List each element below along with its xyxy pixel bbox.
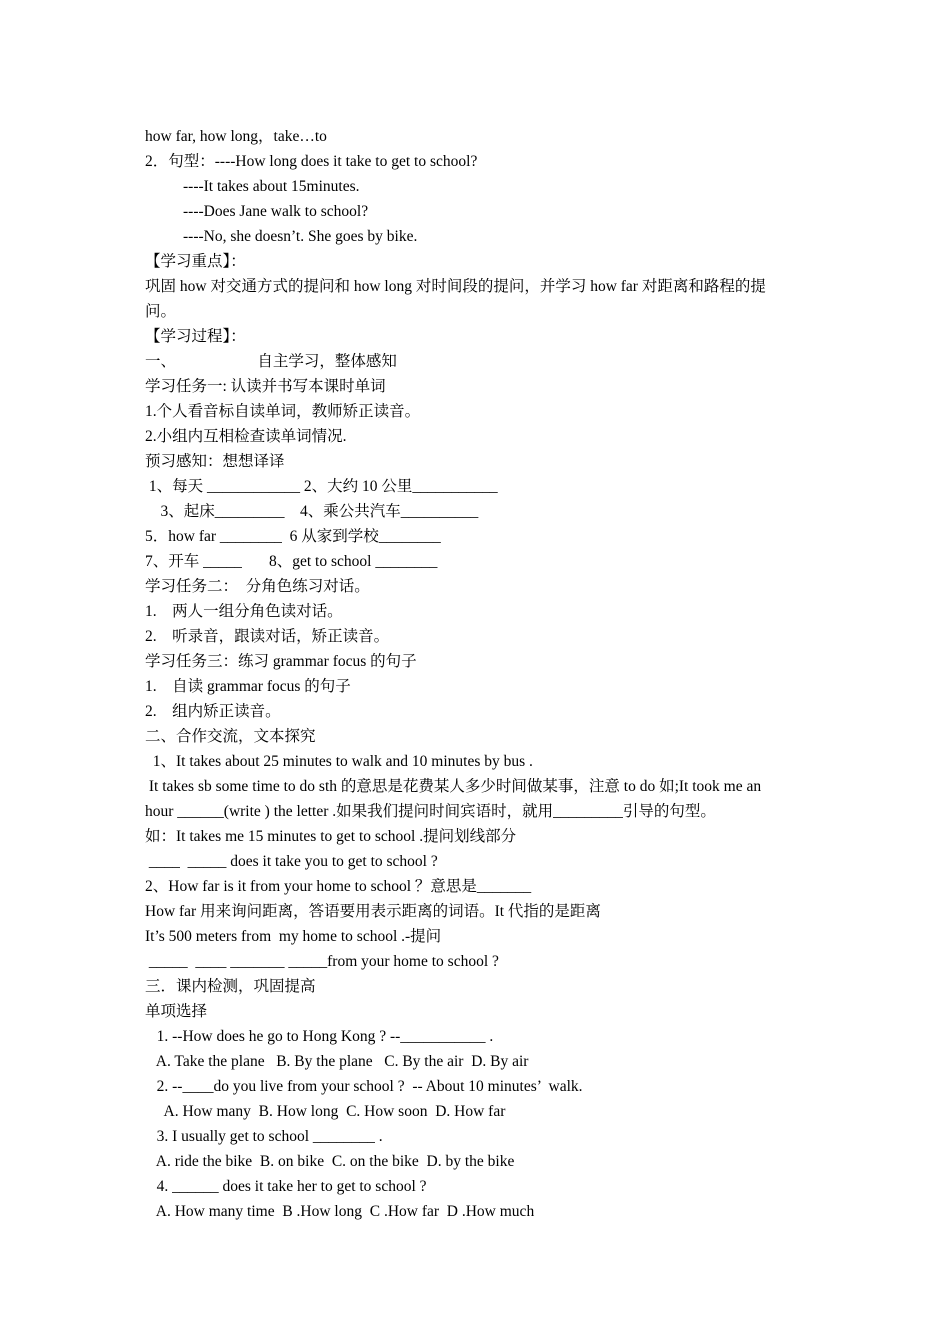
text-line: 5．how far ________ 6 从家到学校________ (145, 528, 441, 545)
text-line: 1、It takes about 25 minutes to walk and 10 minutes by bus . (145, 753, 533, 770)
text-line: 2.小组内互相检查读单词情况. (145, 428, 347, 445)
text-line: 1.个人看音标自读单词，教师矫正读音。 (145, 403, 421, 420)
text-line: 1、每天 ____________ 2、大约 10 公里___________ (145, 478, 498, 495)
text-line: How far 用来询问距离，答语要用表示距离的词语。It 代指的是距离 (145, 903, 601, 920)
text-line: It’s 500 meters from my home to school .-提问 (145, 928, 442, 945)
text-line: 学习任务三：练习 grammar focus 的句子 (145, 653, 417, 670)
text-line: 如：It takes me 15 minutes to get to school .提问划线部分 (145, 828, 517, 845)
text-line: 【学习过程】： (145, 328, 246, 345)
text-line: 一、 自主学习，整体感知 (145, 353, 397, 370)
text-line: _____ ____ _______ _____from your home to school ? (145, 953, 499, 970)
text-line: 【学习重点】： (145, 253, 246, 270)
text-line: how far, how long，take…to (145, 128, 327, 145)
text-line: 4. ______ does it take her to get to school ? (145, 1178, 427, 1195)
text-line: 3. I usually get to school ________ . (145, 1128, 383, 1145)
text-line: ----No, she doesn’t. She goes by bike. (183, 228, 418, 245)
text-line: 学习任务二： 分角色练习对话。 (145, 578, 370, 595)
text-line: 巩固 how 对交通方式的提问和 how long 对时间段的提问，并学习 how far 对距离和路程的提 (145, 278, 766, 295)
text-line: A. How many time B .How long C .How far D .How much (145, 1203, 535, 1220)
text-line: 1. --How does he go to Hong Kong ? --___________ . (145, 1028, 494, 1045)
text-line: 3、起床_________ 4、乘公共汽车__________ (145, 503, 479, 520)
text-line: 2．句型：----How long does it take to get to school? (145, 153, 478, 170)
text-line: ____ _____ does it take you to get to school ? (145, 853, 438, 870)
text-line: A. Take the plane B. By the plane C. By the air D. By air (145, 1053, 529, 1070)
text-line: It takes sb some time to do sth 的意思是花费某人多少时间做某事，注意 to do 如;It took me an (145, 778, 762, 795)
text-line: 2. 组内矫正读音。 (145, 703, 281, 720)
text-line: hour ______(write ) the letter .如果我们提问时间宾语时，就用_________引导的句型。 (145, 803, 716, 820)
text-line: 1. 两人一组分角色读对话。 (145, 603, 343, 620)
text-line: 1. 自读 grammar focus 的句子 (145, 678, 351, 695)
text-line: 二、合作交流，文本探究 (145, 728, 316, 745)
text-line: 2、How far is it from your home to school ？意思是_______ (145, 878, 532, 895)
text-line: 7、开车 _____ 8、get to school ________ (145, 553, 438, 570)
text-line: 问。 (145, 303, 177, 320)
document-body (145, 124, 815, 1224)
text-line: 三．课内检测，巩固提高 (145, 978, 316, 995)
text-line: 单项选择 (145, 1003, 208, 1020)
text-line: 2. --____do you live from your school ? -- About 10 minutes’ walk. (145, 1078, 583, 1095)
text-line: A. How many B. How long C. How soon D. How far (145, 1103, 506, 1120)
text-line: 学习任务一: 认读并书写本课时单词 (145, 378, 386, 395)
text-line: A. ride the bike B. on bike C. on the bike D. by the bike (145, 1153, 515, 1170)
text-line: 预习感知：想想译译 (145, 453, 285, 470)
text-line: 2. 听录音，跟读对话，矫正读音。 (145, 628, 390, 645)
text-line: ----It takes about 15minutes. (183, 178, 360, 195)
text-line: ----Does Jane walk to school? (183, 203, 369, 220)
